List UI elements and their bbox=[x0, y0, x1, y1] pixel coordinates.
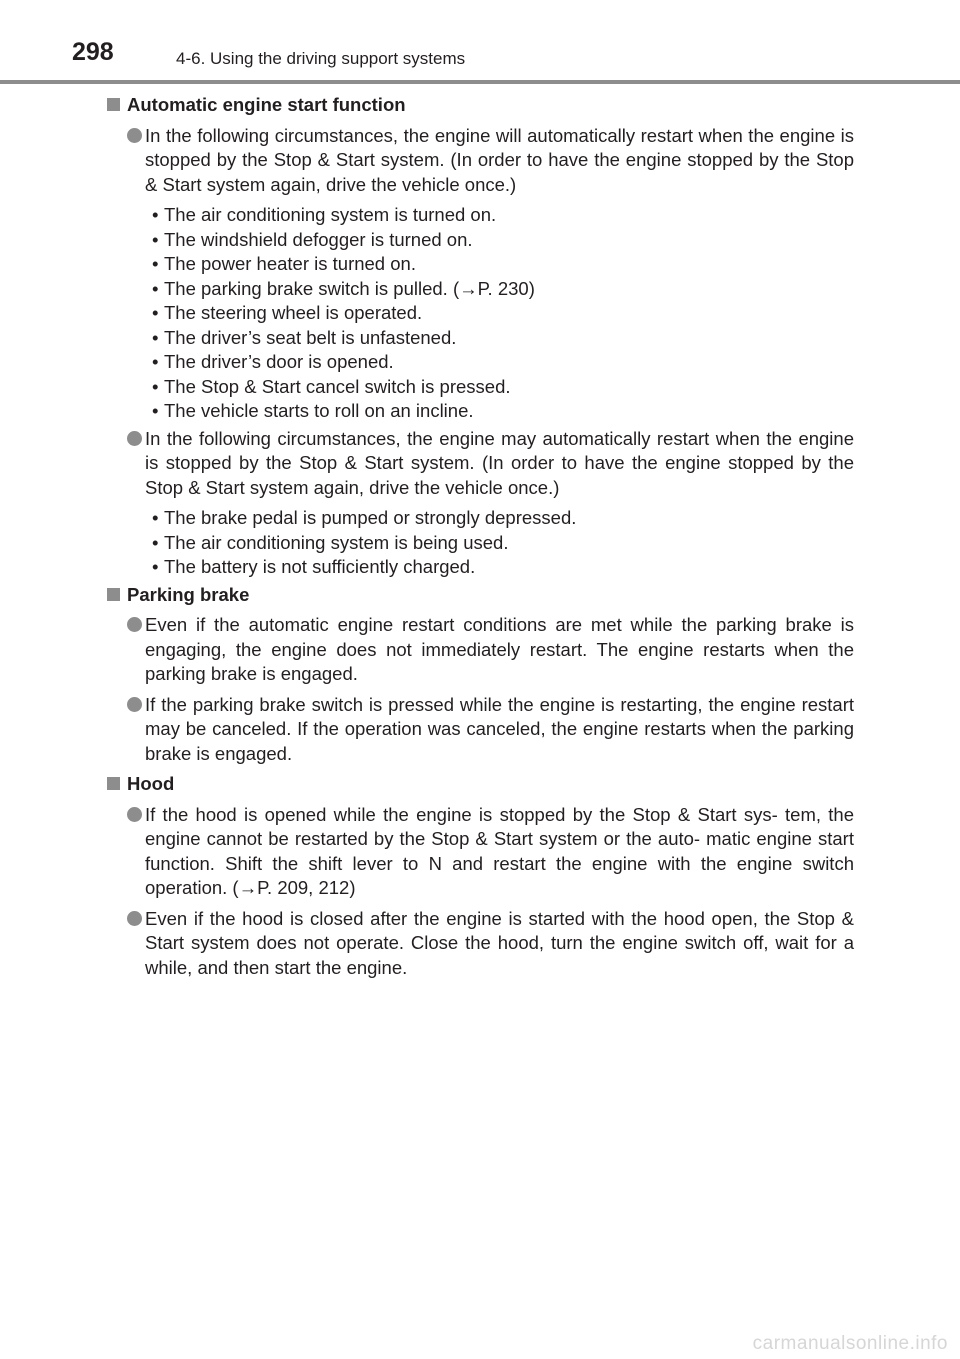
square-bullet-icon bbox=[107, 588, 120, 601]
heading-text: Parking brake bbox=[127, 583, 250, 605]
circle-bullet-icon bbox=[127, 807, 142, 822]
sub-bullet-list bbox=[107, 506, 854, 580]
sub-bullet-item: • The driver’s seat belt is unfastened. bbox=[152, 326, 854, 351]
section-heading-automatic-engine-start bbox=[107, 93, 854, 118]
list-item bbox=[107, 803, 854, 901]
item-text: Even if the automatic engine restart conditions are met while the parking brake is engaging, the engine does not immediately restart. The engine restarts when the parking brake is engaged. bbox=[145, 614, 854, 684]
header-divider bbox=[0, 80, 960, 84]
sub-bullet-item: • The air conditioning system is turned on. bbox=[152, 203, 854, 228]
item-text: In the following circumstances, the engine may automatically restart when the engine is stopped by the Stop & Start system. (In order to have the engine stopped by the Stop & Start system again, drive the vehicle once.) bbox=[145, 427, 854, 498]
section-title: 4-6. Using the driving support systems bbox=[176, 49, 466, 68]
sub-bullet-item: • The steering wheel is operated. bbox=[152, 301, 854, 326]
page-header bbox=[0, 0, 960, 80]
sub-bullet-list bbox=[107, 203, 854, 424]
circle-bullet-icon bbox=[127, 431, 142, 446]
sub-bullet-item: • The windshield defogger is turned on. bbox=[152, 228, 854, 253]
sub-bullet-item: • The battery is not sufficiently charged. bbox=[152, 555, 854, 580]
list-item bbox=[107, 124, 854, 198]
square-bullet-icon bbox=[107, 777, 120, 790]
sub-bullet-item-page-ref: • The parking brake switch is pulled. (→P. 230) bbox=[152, 277, 854, 302]
circle-bullet-icon bbox=[127, 617, 142, 632]
watermark: carmanualsonline.info bbox=[752, 1333, 948, 1354]
item-text: If the parking brake switch is pressed while the engine is restarting, the engine restart may be canceled. If the operation was canceled, the engine restarts when the parking brake is engaged. bbox=[145, 693, 854, 764]
circle-bullet-icon bbox=[127, 697, 142, 712]
item-text: In the following circumstances, the engine will automatically restart when the engine is stopped by the Stop & Start system. (In order to have the engine stopped by the Stop & Start system again, drive the vehicle once.) bbox=[145, 124, 854, 195]
page-number: 298 bbox=[72, 38, 114, 66]
heading-text: Hood bbox=[127, 773, 175, 794]
page-content bbox=[107, 93, 854, 986]
sub-bullet-item: • The vehicle starts to roll on an incline. bbox=[152, 399, 854, 424]
circle-bullet-icon bbox=[127, 128, 142, 143]
sub-bullet-item: • The power heater is turned on. bbox=[152, 252, 854, 277]
list-item bbox=[107, 427, 854, 501]
item-text: Even if the hood is closed after the engine is started with the hood open, the Stop & Start system does not operate. Close the hood, turn the engine switch off, wait for a while, and then start the engine. bbox=[145, 907, 854, 978]
sub-bullet-item: • The driver’s door is opened. bbox=[152, 350, 854, 375]
sub-bullet-item: • The brake pedal is pumped or strongly depressed. bbox=[152, 506, 854, 531]
list-item bbox=[107, 907, 854, 981]
square-bullet-icon bbox=[107, 98, 120, 111]
section-heading-parking-brake bbox=[107, 583, 854, 608]
list-item bbox=[107, 693, 854, 767]
circle-bullet-icon bbox=[127, 911, 142, 926]
list-item bbox=[107, 613, 854, 687]
sub-bullet-item: • The air conditioning system is being used. bbox=[152, 531, 854, 556]
sub-bullet-item: • The Stop & Start cancel switch is pressed. bbox=[152, 375, 854, 400]
heading-text: Automatic engine start function bbox=[127, 94, 406, 115]
section-heading-hood bbox=[107, 772, 854, 797]
item-text: If the hood is opened while the engine is stopped by the Stop & Start sys- tem, the engine cannot be restarted by the Stop & Start system or the auto- matic engine start function. Shift the shift lever to N and restart the engine with the engine switch operation. (→P. 209, 212) bbox=[145, 803, 854, 898]
